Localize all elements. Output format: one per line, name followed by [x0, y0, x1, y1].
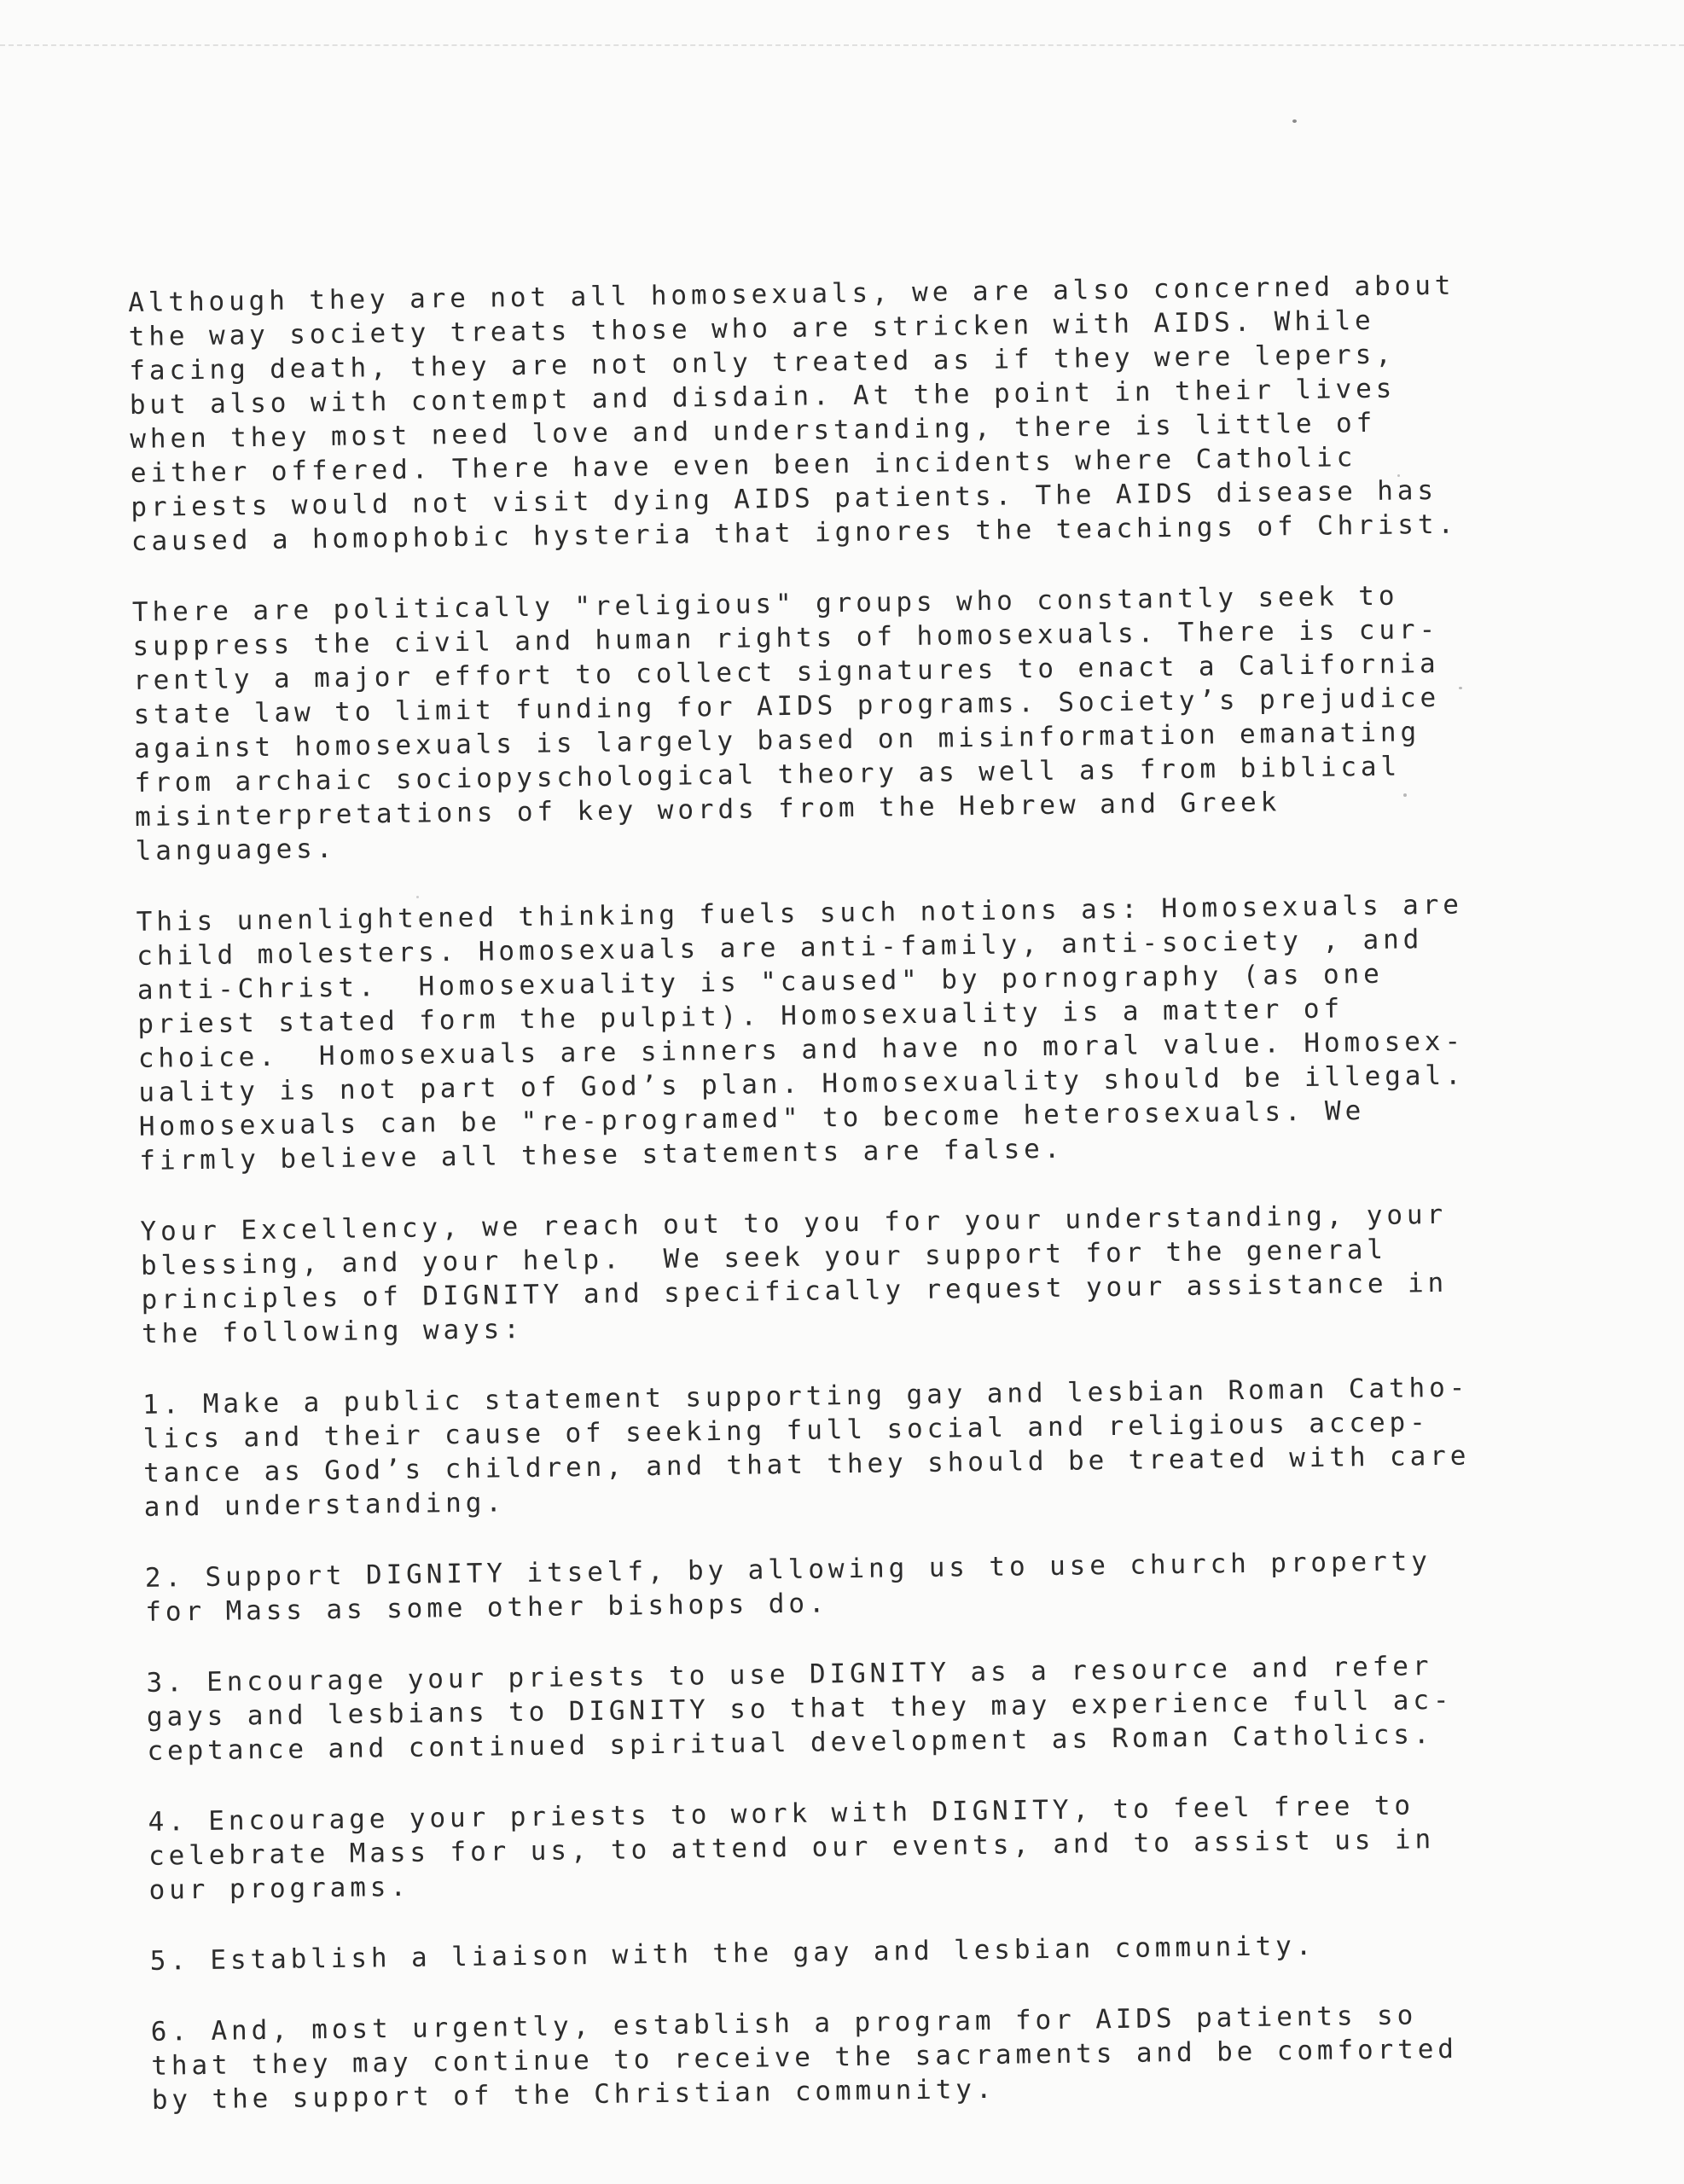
- paper-top-edge: [0, 44, 1684, 46]
- request-item-5: 5. Establish a liaison with the gay and lesbian community.: [149, 1930, 1316, 1977]
- paragraph-political-groups: There are politically "religious" groups who constantly seek to suppress the civil and human rights of homosexuals. There is cur- rently a major effort to collect signatures to enact a California state law to limit funding for AIDS programs. Society’s prejudice against homosexuals is largely based on misinformation emanating from archaic sociopyschological theory as well as from biblical misinterpretations of key words from the Hebrew and Greek languages.: [131, 580, 1441, 867]
- scan-speck: [1292, 119, 1297, 123]
- paragraph-aids-concern: Although they are not all homosexuals, we are also concerned about the way society treats those who are stricken with AIDS. While facing death, they are not only treated as if they were lepers, but also with contempt and disdain. At the point in their lives when they most need love and understanding, there is little of either offered. There have even been incidents where Catholic priests would not visit dying AIDS patients. The AIDS disease has caused a homophobic hysteria that ignores the teachings of Christ.: [128, 270, 1459, 557]
- paragraph-request-intro: Your Excellency, we reach out to you for your understanding, your blessing, and your help. We seek your support for the general principles of DIGNITY and specifically request your assistance in the following ways:: [140, 1199, 1449, 1350]
- request-item-1: 1. Make a public statement supporting gay and lesbian Roman Catho- lics and their cause of seeking full social and religious accep- tance as God’s children, and that they should be treated with care and understanding.: [142, 1372, 1471, 1523]
- request-item-3: 3. Encourage your priests to use DIGNITY as a resource and refer gays and lesbians to DIGNITY so that they may experience full ac- ceptance and continued spiritual development as Roman Catholics.: [146, 1651, 1454, 1767]
- letter-body: [128, 268, 1518, 2154]
- request-item-2: 2. Support DIGNITY itself, by allowing us to use church property for Mass as some other bishops do.: [144, 1546, 1432, 1628]
- request-item-4: 4. Encourage your priests to work with DIGNITY, to feel free to celebrate Mass for us, to attend our events, and to assist us in our programs.: [148, 1790, 1436, 1906]
- request-item-6: 6. And, most urgently, establish a program for AIDS patients so that they may continue to receive the sacraments and be comforted by the support of the Christian community.: [150, 2000, 1459, 2116]
- paragraph-false-notions: This unenlightened thinking fuels such notions as: Homosexuals are child molesters. Homosexuals are anti-family, anti-society , and anti-Christ. Homosexuality is "caused" by pornography (as one priest stated form the pulpit). Homosexuality is a matter of choice. Homosexuals are sinners and have no moral value. Homosex- uality is not part of God’s plan. Homosexuality should be illegal. Homosexuals can be "re-programed" to become heterosexuals. We firmly believe all these statements are false.: [136, 889, 1466, 1176]
